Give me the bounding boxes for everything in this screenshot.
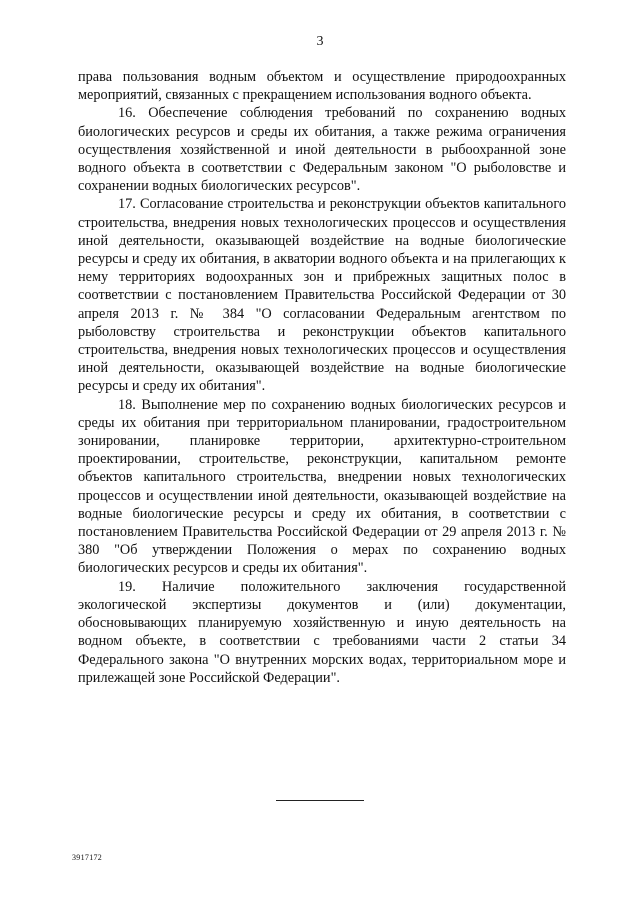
page-number: 3	[316, 34, 324, 49]
continuation-text: права пользования водным объектом и осуществление природоохранных мероприятий, связанных с прекращением использования водного объекта.	[78, 69, 566, 104]
paragraph-16: 16. Обеспечение соблюдения требований по сохранению водных биологических ресурсов и среды их обитания, а также режима ограничения осуществления хозяйственной и иной деятельности в рыбоохранной зоне водного объекта в соответствии с Федеральным законом "О рыболовстве и сохранении водных биологических ресурсов".	[78, 105, 566, 195]
document-code: 3917172	[72, 853, 103, 862]
paragraph-17: 17. Согласование строительства и реконструкции объектов капитального строительства, внедрения новых технологических процессов и осуществления иной деятельности, оказывающей воздействие на водные биологические ресурсы и среду их обитания, в акватории водного объекта и на прилегающих к нему территориях водоохранных зон и прибрежных защитных полос в соответствии с постановлением Правительства Российской Федерации от 30 апреля 2013 г. № 384 "О согласовании Федеральным агентством по рыболовству строительства и реконструкции объектов капитального строительства, внедрения новых технологических процессов и осуществления иной деятельности, оказывающей воздействие на водные биологические ресурсы и среду их обитания".	[78, 196, 566, 395]
separator-line	[276, 800, 364, 801]
paragraph-19: 19. Наличие положительного заключения государственной экологической экспертизы документов и (или) документации, обосновывающих планируемую хозяйственную и иную деятельность на водном объекте, в соответствии с требованиями части 2 статьи 34 Федерального закона "О внутренних морских водах, территориальном море и прилежащей зоне Российской Федерации".	[78, 578, 566, 686]
document-body	[78, 68, 566, 687]
paragraph-18: 18. Выполнение мер по сохранению водных биологических ресурсов и среды их обитания при территориальном планировании, градостроительном зонировании, планировке территории, архитектурно-строительном проектировании, строительстве, реконструкции, капитальном ремонте объектов капитального строительства, внедрении новых технологических процессов и осуществлении иной деятельности, оказывающей воздействие на водные биологические ресурсы и среду их обитания, в соответствии с постановлением Правительства Российской Федерации от 29 апреля 2013 г. № 380 "Об утверждении Положения о мерах по сохранению водных биологических ресурсов и среды их обитания".	[78, 396, 566, 577]
